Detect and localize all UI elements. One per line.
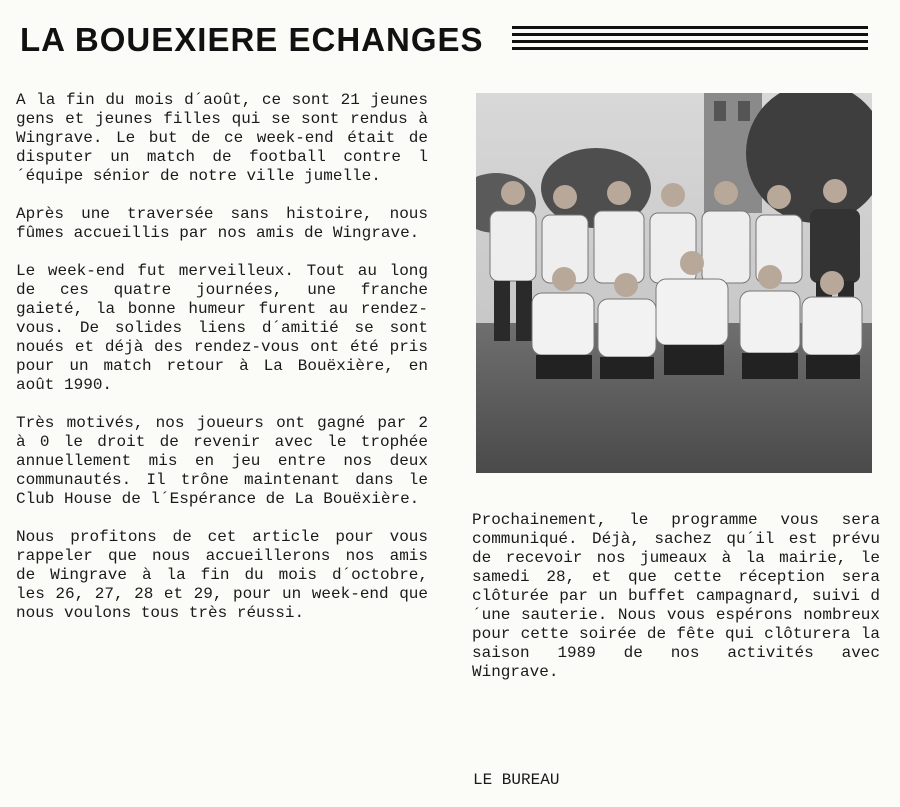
- article-title: LA BOUEXIERE ECHANGES: [20, 21, 484, 58]
- team-photo-illustration: [476, 93, 872, 473]
- signature: LE BUREAU: [473, 771, 560, 789]
- article-column-left: [16, 91, 428, 642]
- paragraph-1: A la fin du mois d´août, ce sont 21 jeunes gens et jeunes filles qui se sont rendus à Wingrave. Le but de ce week-end était de disputer un match de football contre l´équipe sénior de notre ville jumelle.: [16, 91, 428, 185]
- article-column-right: [472, 511, 880, 701]
- paragraph-6: Prochainement, le programme vous sera communiqué. Déjà, sachez qu´il est prévu de recevoir nos jumeaux à la mairie, le samedi 28, et que cette réception sera clôturée par un buffet campagnard, suivi d´une sauterie. Nous vous espérons nombreux pour cette soirée de fête qui clôturera la saison 1989 de nos activités avec Wingrave.: [472, 511, 880, 681]
- paragraph-5: Nous profitons de cet article pour vous rappeler que nous accueillerons nos amis de Wingrave à la fin du mois d´octobre, les 26, 27, 28 et 29, pour un week-end que nous voulons tous très réussi.: [16, 528, 428, 622]
- title-decorative-rules: [512, 26, 868, 56]
- paragraph-4: Très motivés, nos joueurs ont gagné par 2 à 0 le droit de revenir avec le trophée annuellement mis en jeu entre nos deux communautés. Il trône maintenant dans le Club House de l´Espérance de La Bouëxière.: [16, 414, 428, 508]
- team-photo: [476, 93, 872, 473]
- paragraph-2: Après une traversée sans histoire, nous fûmes accueillis par nos amis de Wingrave.: [16, 205, 428, 242]
- paragraph-3: Le week-end fut merveilleux. Tout au long de ces quatre journées, une franche gaieté, la bonne humeur furent au rendez-vous. De solides liens d´amitié se sont noués et déjà des rendez-vous ont été pris pour un match retour à La Bouëxière, en août 1990.: [16, 262, 428, 394]
